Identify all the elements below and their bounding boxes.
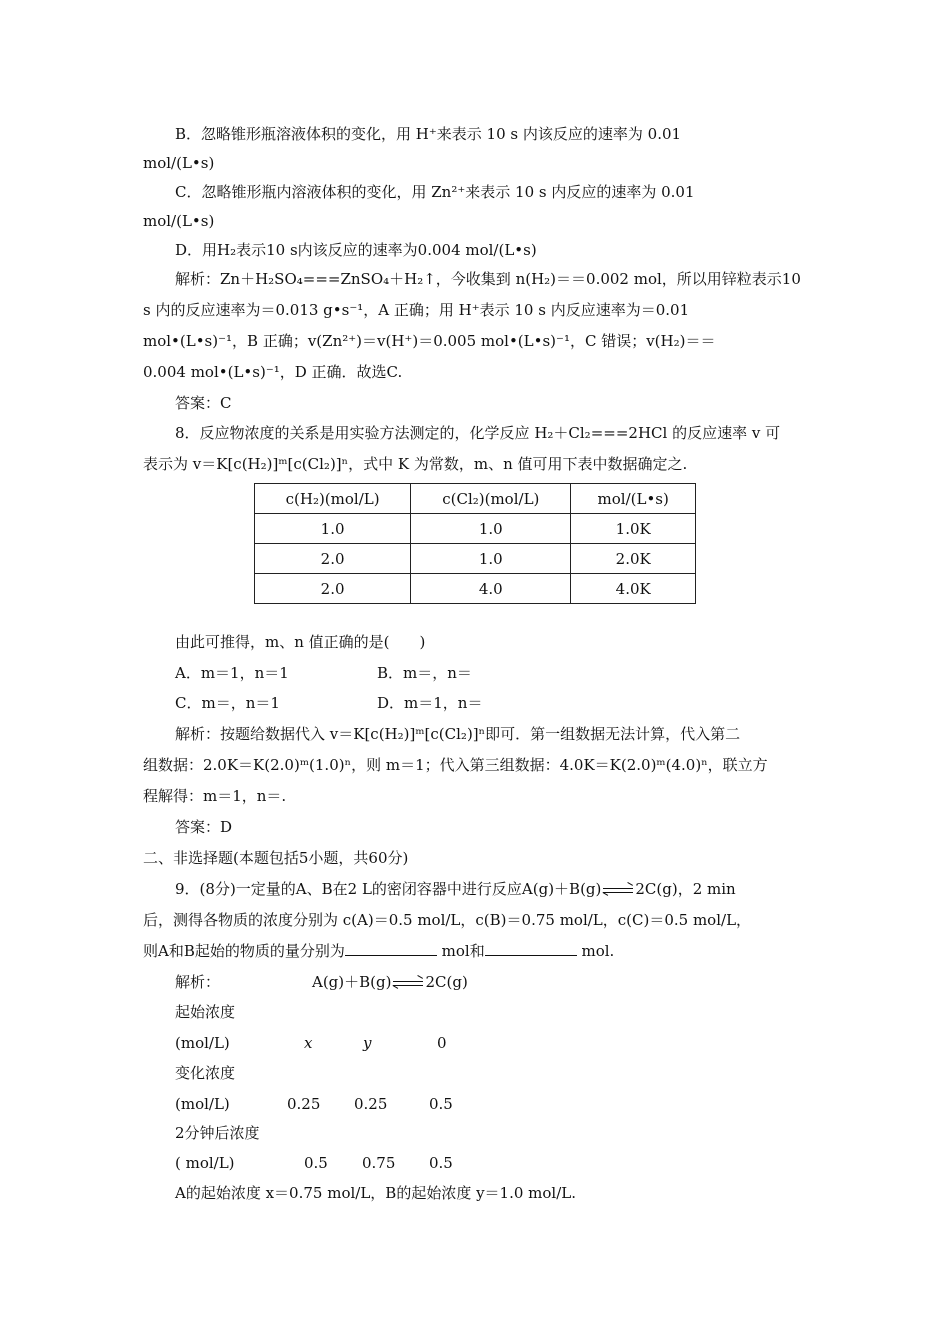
table-row [255,514,696,544]
q7-answer: 答案：C [175,394,232,412]
header-cell: mol/(L•s) [571,484,696,514]
q8-option-c: C．m＝，n＝1 [175,694,280,712]
start-val-a: x [304,1034,313,1052]
table-cell: 2.0 [255,544,411,574]
after-conc-unit: ( mol/L) [175,1154,235,1172]
change-conc-label: 变化浓度 [175,1064,236,1082]
table-cell: 2.0K [571,544,696,574]
q8-answer: 答案：D [175,818,233,836]
q9-stem-part: mol和 [441,942,485,960]
q8-option-b: B．m＝，n＝ [377,664,472,682]
table-header-row [255,484,696,514]
q9-equation [312,972,468,992]
option-c-line-2: mol/(L•s) [143,212,215,230]
rate-data-table [254,483,696,604]
q9-stem-part: mol. [581,942,615,960]
table-row [255,544,696,574]
change-val-a: 0.25 [287,1095,321,1113]
option-b-line-2: mol/(L•s) [143,154,215,172]
after-val-a: 0.5 [304,1154,328,1172]
q9-conclusion: A的起始浓度 x＝0.75 mol/L，B的起始浓度 y＝1.0 mol/L. [175,1184,577,1202]
q7-analysis-line-4: 0.004 mol•(L•s)⁻¹，D 正确．故选C. [143,363,403,381]
after-val-c: 0.5 [429,1154,453,1172]
change-val-c: 0.5 [429,1095,453,1113]
q7-analysis-line-2: s 内的反应速率为＝0.013 g•s⁻¹，A 正确；用 H⁺表示 10 s 内反应速率为＝0.01 [143,301,690,319]
table-cell: 1.0 [411,514,571,544]
after-val-b: 0.75 [362,1154,396,1172]
equation-left: A(g)＋B(g) [312,973,392,991]
option-d: D．用H₂表示10 s内该反应的速率为0.004 mol/(L•s) [175,241,537,259]
answer-blank-b[interactable] [485,941,577,956]
q9-stem-line-1 [175,879,736,899]
q8-option-a: A．m＝1，n＝1 [175,664,289,682]
equilibrium-arrow-icon [603,885,633,895]
q8-analysis-line-1: 解析：按题给数据代入 v＝K[c(H₂)]ᵐ[c(Cl₂)]ⁿ即可．第一组数据无法计算，代入第二 [175,725,741,743]
table-cell: 1.0 [255,514,411,544]
q7-analysis-line-1: 解析：Zn＋H₂SO₄===ZnSO₄＋H₂↑，今收集到 n(H₂)＝＝0.002 mol，所以用锌粒表示10 [175,270,801,288]
start-val-b: y [363,1034,372,1052]
start-val-c: 0 [437,1034,447,1052]
q9-analysis-label: 解析： [175,973,221,991]
q9-stem-line-3 [143,941,614,961]
q7-analysis-line-3: mol•(L•s)⁻¹，B 正确；v(Zn²⁺)＝v(H⁺)＝0.005 mol•(L•s)⁻¹，C 错误；v(H₂)＝＝ [143,332,716,350]
q8-stem-line-1: 8．反应物浓度的关系是用实验方法测定的，化学反应 H₂＋Cl₂===2HCl 的反应速率 v 可 [175,424,781,442]
table-cell: 4.0 [411,574,571,604]
q9-stem-part: 9．(8分)一定量的A、B在2 L的密闭容器中进行反应A(g)＋B(g) [175,880,602,898]
header-cell: c(Cl₂)(mol/L) [411,484,571,514]
table-row [255,574,696,604]
after-conc-label: 2分钟后浓度 [175,1124,260,1142]
option-c-line-1: C．忽略锥形瓶内溶液体积的变化，用 Zn²⁺来表示 10 s 内反应的速率为 0.01 [175,183,695,201]
q8-stem-line-2: 表示为 v＝K[c(H₂)]ᵐ[c(Cl₂)]ⁿ，式中 K 为常数，m、n 值可用下表中数据确定之. [143,455,688,473]
table-cell: 2.0 [255,574,411,604]
q9-stem-line-2: 后，测得各物质的浓度分别为 c(A)＝0.5 mol/L，c(B)＝0.75 mol/L，c(C)＝0.5 mol/L， [143,911,752,929]
q9-stem-part: 2C(g)，2 min [635,880,736,898]
header-cell: c(H₂)(mol/L) [255,484,411,514]
q9-stem-part: 则A和B起始的物质的量分别为 [143,942,345,960]
equation-right: 2C(g) [425,973,468,991]
table-cell: 1.0 [411,544,571,574]
table-cell: 4.0K [571,574,696,604]
q8-analysis-line-3: 程解得：m＝1，n＝. [143,787,287,805]
table-cell: 1.0K [571,514,696,544]
q8-prompt: 由此可推得，m、n 值正确的是( ) [175,633,426,651]
start-conc-label: 起始浓度 [175,1003,236,1021]
answer-blank-a[interactable] [345,941,437,956]
option-b-line-1: B．忽略锥形瓶溶液体积的变化，用 H⁺来表示 10 s 内该反应的速率为 0.01 [175,125,682,143]
change-val-b: 0.25 [354,1095,388,1113]
start-conc-unit: (mol/L) [175,1034,230,1052]
section-heading: 二、非选择题(本题包括5小题，共60分) [143,849,409,867]
q8-option-d: D．m＝1，n＝ [377,694,483,712]
change-conc-unit: (mol/L) [175,1095,230,1113]
equilibrium-arrow-icon [393,978,423,988]
q8-analysis-line-2: 组数据：2.0K＝K(2.0)ᵐ(1.0)ⁿ，则 m＝1；代入第三组数据：4.0K＝K(2.0)ᵐ(4.0)ⁿ，联立方 [143,756,768,774]
